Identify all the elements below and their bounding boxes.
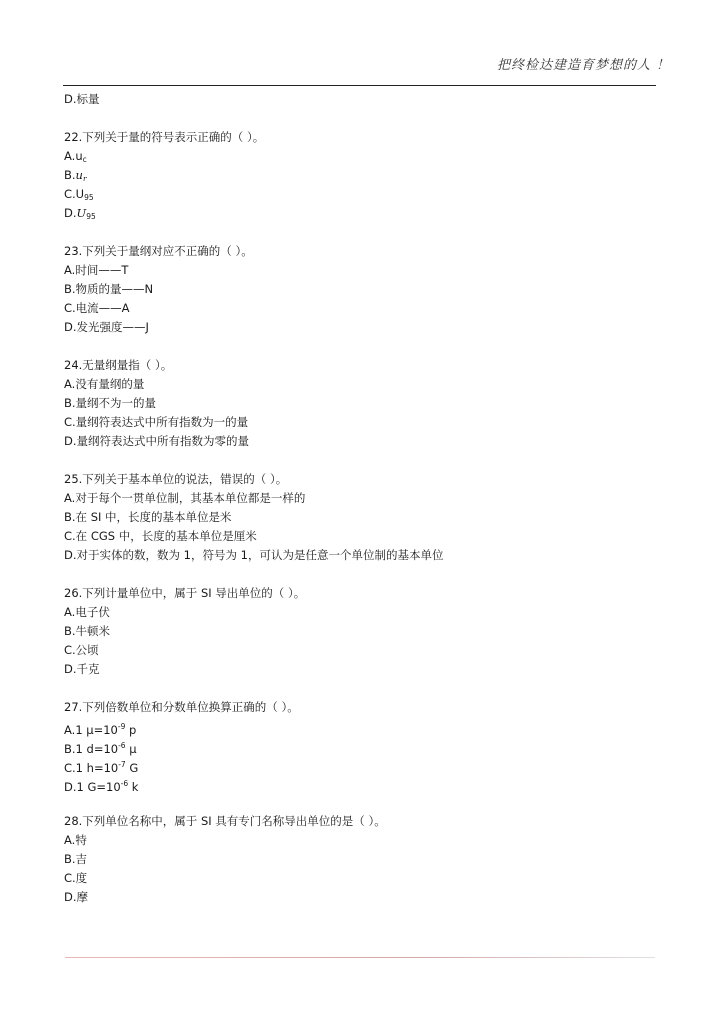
- question-27-title: 27.下列倍数单位和分数单位换算正确的（ ）。: [64, 700, 299, 714]
- question-22-option-c: [64, 185, 656, 204]
- spacer: [64, 793, 656, 812]
- question-23-option-b: B.物质的量——N: [64, 282, 154, 296]
- option-b-symbol: u: [75, 168, 83, 182]
- question-24-option-d: D.量纲符表达式中所有指数为零的量: [64, 434, 250, 448]
- question-23-option-c: C.电流——A: [64, 301, 130, 315]
- question-25-option-b: B.在 SI 中，长度的基本单位是米: [64, 510, 232, 524]
- spacer: [64, 451, 656, 470]
- question-25-option-d: D.对于实体的数，数为 1，符号为 1，可认为是任意一个单位制的基本单位: [64, 548, 444, 562]
- header-rule: [63, 85, 656, 86]
- option-a-subscript: c: [82, 155, 87, 164]
- question-27-option-c: [64, 755, 656, 774]
- question-24-option-a: A.没有量纲的量: [64, 377, 145, 391]
- option-a-base: A.1 μ=10: [64, 723, 118, 737]
- option-d-exponent: -6: [120, 779, 129, 788]
- question-23-option-d: D.发光强度——J: [64, 320, 149, 334]
- spacer: [64, 109, 656, 128]
- spacer: [64, 565, 656, 584]
- option-c-exponent: -7: [118, 760, 126, 769]
- option-b-base: B.1 d=10: [64, 742, 119, 756]
- question-22-option-b: [64, 166, 656, 185]
- spacer: [64, 223, 656, 242]
- question-22-option-d: [64, 204, 656, 223]
- option-a-text: A.u: [64, 149, 83, 163]
- option-d-symbol: U: [76, 206, 87, 220]
- question-28-option-c: C.度: [64, 871, 88, 885]
- question-25-title: 25.下列关于基本单位的说法，错误的（ ）。: [64, 472, 288, 486]
- question-23-option-a: A.时间——T: [64, 263, 129, 277]
- question-22-title: 22.下列关于量的符号表示正确的（ ）。: [64, 130, 265, 144]
- footer-rule: [65, 957, 655, 958]
- option-b-prefix: B.: [64, 168, 76, 182]
- option-a-unit: p: [125, 723, 137, 737]
- carry-over-option: D.标量: [64, 92, 100, 106]
- spacer: [64, 679, 656, 698]
- option-c-unit: G: [125, 761, 139, 775]
- question-28-option-d: D.摩: [64, 890, 89, 904]
- option-d-unit: k: [128, 780, 139, 794]
- option-d-prefix: D.: [64, 206, 77, 220]
- option-c-subscript: 95: [84, 193, 94, 202]
- option-c-base: C.1 h=10: [64, 761, 119, 775]
- question-27-option-d: [64, 774, 656, 793]
- option-b-unit: μ: [125, 742, 137, 756]
- question-content: [64, 90, 656, 907]
- question-24-option-c: C.量纲符表达式中所有指数为一的量: [64, 415, 249, 429]
- option-a-exponent: -9: [117, 722, 126, 731]
- question-27-option-a: [64, 717, 656, 736]
- question-22-option-a: [64, 147, 656, 166]
- question-26-option-a: A.电子伏: [64, 605, 110, 619]
- question-24-title: 24.无量纲量指（ ）。: [64, 358, 173, 372]
- option-b-exponent: -6: [118, 741, 126, 750]
- question-25-option-c: C.在 CGS 中，长度的基本单位是厘米: [64, 529, 257, 543]
- option-c-text: C.U: [64, 187, 85, 201]
- question-26-option-b: B.牛顿米: [64, 624, 111, 638]
- question-26-title: 26.下列计量单位中，属于 SI 导出单位的（ ）。: [64, 586, 306, 600]
- question-26-option-d: D.千克: [64, 662, 100, 676]
- question-27-option-b: [64, 736, 656, 755]
- question-28-option-a: A.特: [64, 833, 87, 847]
- question-26-option-c: C.公顷: [64, 643, 99, 657]
- question-24-option-b: B.量纲不为一的量: [64, 396, 157, 410]
- question-28-title: 28.下列单位名称中，属于 SI 具有专门名称导出单位的是（ ）。: [64, 814, 386, 828]
- page-header: [0, 0, 720, 90]
- header-slogan: 把终检达建造育梦想的人 ！: [497, 58, 671, 73]
- question-23-title: 23.下列关于量纲对应不正确的（ ）。: [64, 244, 253, 258]
- question-28-option-b: B.吉: [64, 852, 88, 866]
- option-b-subscript: r: [82, 174, 87, 183]
- spacer: [64, 337, 656, 356]
- option-d-base: D.1 G=10: [64, 780, 121, 794]
- question-25-option-a: A.对于每个一贯单位制，其基本单位都是一样的: [64, 491, 306, 505]
- option-d-subscript: 95: [86, 212, 96, 221]
